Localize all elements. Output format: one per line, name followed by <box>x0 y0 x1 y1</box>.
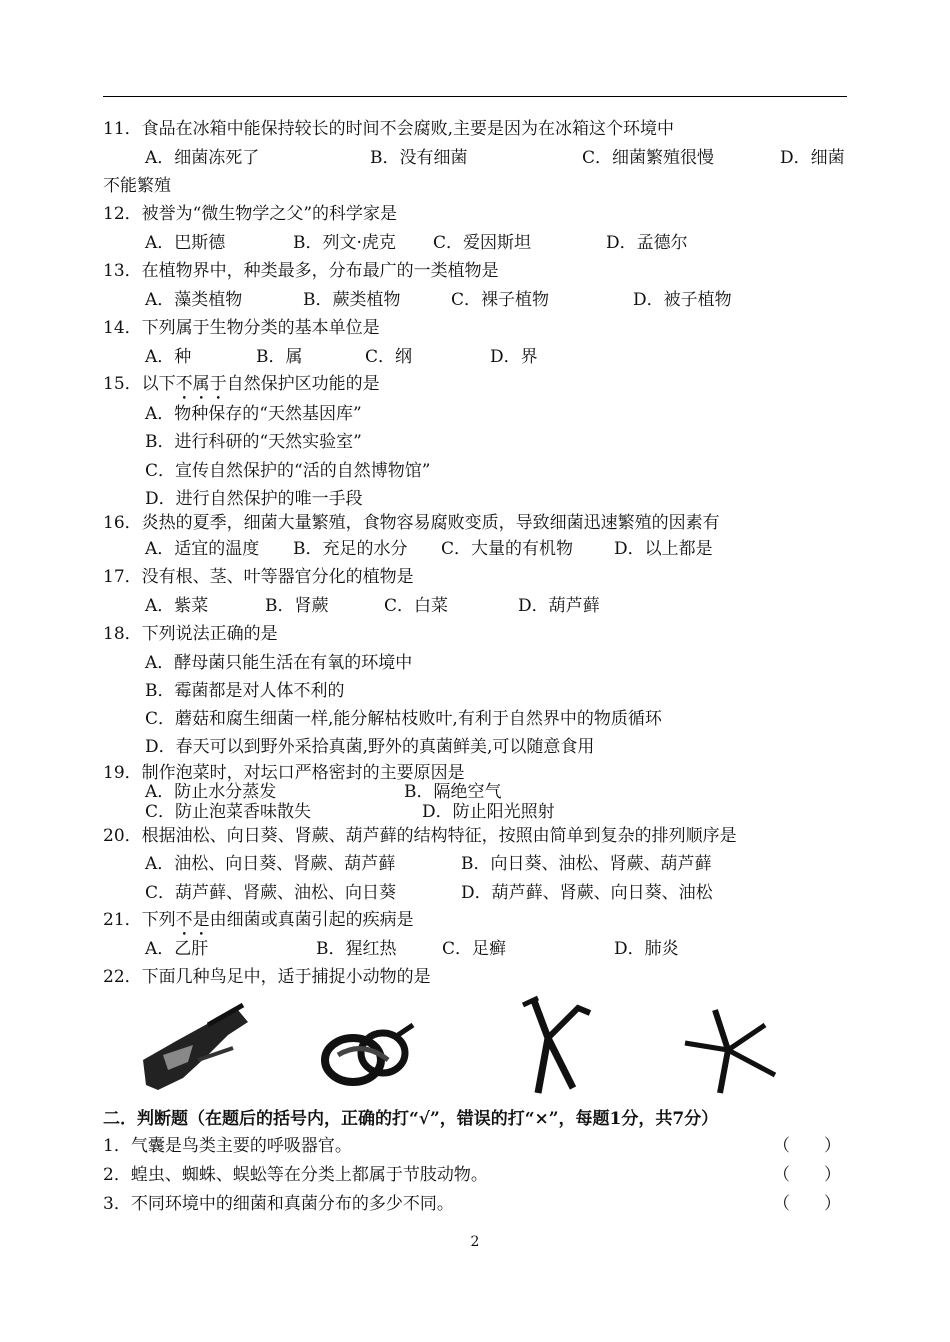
q16-option-c: C．大量的有机物 <box>441 539 574 559</box>
q22-stem: 22．下面几种鸟足中，适于捕捉小动物的是 <box>103 967 431 987</box>
q20-stem: 20．根据油松、向日葵、肾蕨、葫芦藓的结构特征，按照由简单到复杂的排列顺序是 <box>103 826 737 846</box>
bird-foot-a-image <box>138 1000 253 1095</box>
q16-option-b: B．充足的水分 <box>293 539 408 559</box>
q11-option-d-continued: 不能繁殖 <box>103 176 171 196</box>
q12-stem: 12．被誉为“微生物学之父”的科学家是 <box>103 204 398 224</box>
q15-option-d: D．进行自然保护的唯一手段 <box>145 489 363 509</box>
q17-option-b: B．肾蕨 <box>265 596 329 616</box>
q21-stem-emphasis: 不是 <box>175 910 210 930</box>
q11-option-a: A．细菌冻死了 <box>145 148 260 168</box>
q15-stem <box>103 373 380 404</box>
q13-option-a: A．藻类植物 <box>145 290 243 310</box>
q14-option-c: C．纲 <box>365 347 413 367</box>
q13-stem: 13．在植物界中，种类最多，分布最广的一类植物是 <box>103 261 499 281</box>
q21-stem-post: 由细菌或真菌引起的疾病是 <box>209 910 414 930</box>
q19-option-c: C．防止泡菜香味散失 <box>145 802 312 822</box>
q12-option-b: B．列文·虎克 <box>293 233 396 253</box>
q18-option-c: C．蘑菇和腐生细菌一样,能分解枯枝败叶,有利于自然界中的物质循环 <box>145 709 662 729</box>
q20-option-b: B．向日葵、油松、肾蕨、葫芦藓 <box>461 854 712 874</box>
q11-option-b: B．没有细菌 <box>370 148 468 168</box>
q15-stem-post: 自然保护区功能的是 <box>226 374 380 394</box>
judgement-item-2-answer-blank[interactable]: （ ） <box>773 1165 841 1185</box>
q15-stem-emphasis: 不属于 <box>175 374 227 394</box>
q11-option-c: C．细菌繁殖很慢 <box>582 148 715 168</box>
q14-option-d: D．界 <box>490 347 538 367</box>
judgement-item-3: 3．不同环境中的细菌和真菌分布的多少不同。 <box>103 1194 454 1214</box>
q13-option-b: B．蕨类植物 <box>303 290 401 310</box>
q21-option-c: C．足癣 <box>442 939 507 959</box>
q17-option-c: C．白菜 <box>384 596 449 616</box>
q14-stem: 14．下列属于生物分类的基本单位是 <box>103 318 380 338</box>
judgement-item-1-answer-blank[interactable]: （ ） <box>773 1136 841 1156</box>
q15-option-c: C．宣传自然保护的“活的自然博物馆” <box>145 461 431 481</box>
q15-option-b: B．进行科研的“天然实验室” <box>145 432 362 452</box>
q18-option-a: A．酵母菌只能生活在有氧的环境中 <box>145 653 413 673</box>
q15-stem-pre: 15．以下 <box>103 374 176 394</box>
page-number: 2 <box>470 1234 480 1250</box>
q19-option-b: B．隔绝空气 <box>404 782 502 802</box>
q16-option-d: D．以上都是 <box>614 539 713 559</box>
q15-option-a: A．物种保存的“天然基因库” <box>145 404 362 424</box>
q17-option-d: D．葫芦藓 <box>518 596 600 616</box>
section2-heading: 二．判断题（在题后的括号内，正确的打“√”，错误的打“×”，每题1分，共7分） <box>103 1109 719 1129</box>
q18-option-b: B．霉菌都是对人体不利的 <box>145 681 345 701</box>
q14-option-b: B．属 <box>256 347 303 367</box>
q12-option-a: A．巴斯德 <box>145 233 226 253</box>
header-rule <box>103 96 847 97</box>
q11-option-d: D．细菌 <box>780 148 845 168</box>
q20-option-c: C．葫芦藓、肾蕨、油松、向日葵 <box>145 883 397 903</box>
q16-option-a: A．适宜的温度 <box>145 539 260 559</box>
q20-option-a: A．油松、向日葵、肾蕨、葫芦藓 <box>145 854 396 874</box>
q20-option-d: D．葫芦藓、肾蕨、向日葵、油松 <box>461 883 713 903</box>
q18-stem: 18．下列说法正确的是 <box>103 624 278 644</box>
judgement-item-2: 2．蝗虫、蜘蛛、蜈蚣等在分类上都属于节肢动物。 <box>103 1165 488 1185</box>
q21-option-d: D．肺炎 <box>614 939 679 959</box>
q19-option-a: A．防止水分蒸发 <box>145 782 277 802</box>
bird-foot-b-image <box>318 1015 418 1095</box>
q12-option-d: D．孟德尔 <box>606 233 688 253</box>
q21-option-b: B．猩红热 <box>316 939 397 959</box>
judgement-item-1: 1．气囊是鸟类主要的呼吸器官。 <box>103 1136 352 1156</box>
q21-stem-pre: 21．下列 <box>103 910 176 930</box>
q11-stem: 11．食品在冰箱中能保持较长的时间不会腐败,主要是因为在冰箱这个环境中 <box>103 119 675 139</box>
q18-option-d: D．春天可以到野外采拾真菌,野外的真菌鲜美,可以随意食用 <box>145 737 595 757</box>
q14-option-a: A．种 <box>145 347 192 367</box>
q12-option-c: C．爱因斯坦 <box>433 233 532 253</box>
bird-foot-d-image <box>680 1005 780 1095</box>
q13-option-c: C．裸子植物 <box>451 290 550 310</box>
bird-foot-c-image <box>518 993 593 1101</box>
q21-stem <box>103 909 414 940</box>
q17-option-a: A．紫菜 <box>145 596 209 616</box>
judgement-item-3-answer-blank[interactable]: （ ） <box>773 1194 841 1214</box>
q17-stem: 17．没有根、茎、叶等器官分化的植物是 <box>103 567 414 587</box>
q19-stem: 19．制作泡菜时，对坛口严格密封的主要原因是 <box>103 763 465 783</box>
q21-option-a: A．乙肝 <box>145 939 209 959</box>
q16-stem: 16．炎热的夏季，细菌大量繁殖，食物容易腐败变质，导致细菌迅速繁殖的因素有 <box>103 513 720 533</box>
q19-option-d: D．防止阳光照射 <box>422 802 555 822</box>
q13-option-d: D．被子植物 <box>633 290 732 310</box>
